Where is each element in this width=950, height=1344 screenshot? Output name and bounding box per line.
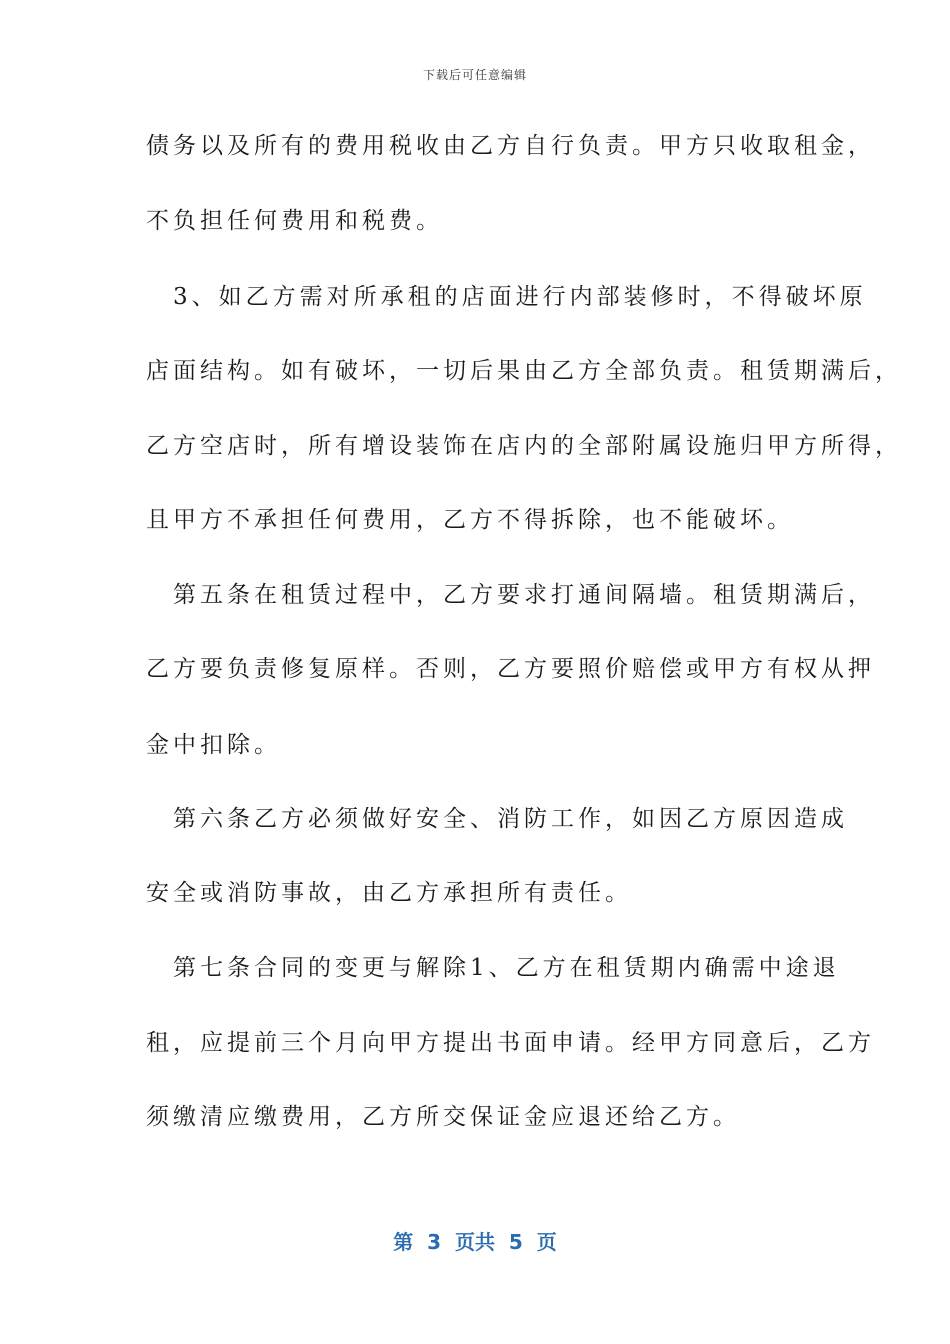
- paragraph-line: 不负担任何费用和税费。: [146, 208, 443, 234]
- paragraph-line: 租，应提前三个月向甲方提出书面申请。经甲方同意后，乙方: [146, 1030, 875, 1056]
- paragraph-line: 安全或消防事故，由乙方承担所有责任。: [146, 880, 632, 906]
- paragraph-line: 第五条在租赁过程中，乙方要求打通间隔墙。租赁期满后，: [146, 582, 875, 608]
- paragraph-line: 3、如乙方需对所承租的店面进行内部装修时，不得破坏原: [146, 284, 867, 310]
- paragraph-line: 乙方要负责修复原样。否则，乙方要照价赔偿或甲方有权从押: [146, 656, 875, 682]
- paragraph-line: 债务以及所有的费用税收由乙方自行负责。甲方只收取租金，: [146, 133, 875, 159]
- paragraph-line: 第六条乙方必须做好安全、消防工作，如因乙方原因造成: [146, 806, 848, 832]
- paragraph-line: 且甲方不承担任何费用，乙方不得拆除，也不能破坏。: [146, 507, 794, 533]
- paragraph-line: 乙方空店时，所有增设装饰在店内的全部附属设施归甲方所得，: [146, 433, 902, 459]
- page-number-footer: 第 3 页共 5 页: [393, 1230, 557, 1254]
- paragraph-line: 店面结构。如有破坏，一切后果由乙方全部负责。租赁期满后，: [146, 358, 902, 384]
- paragraph-line: 第七条合同的变更与解除1、乙方在租赁期内确需中途退: [146, 955, 840, 981]
- paragraph-line: 须缴清应缴费用，乙方所交保证金应退还给乙方。: [146, 1104, 740, 1130]
- paragraph-line: 金中扣除。: [146, 732, 281, 758]
- page-header: 下载后可任意编辑: [422, 68, 527, 82]
